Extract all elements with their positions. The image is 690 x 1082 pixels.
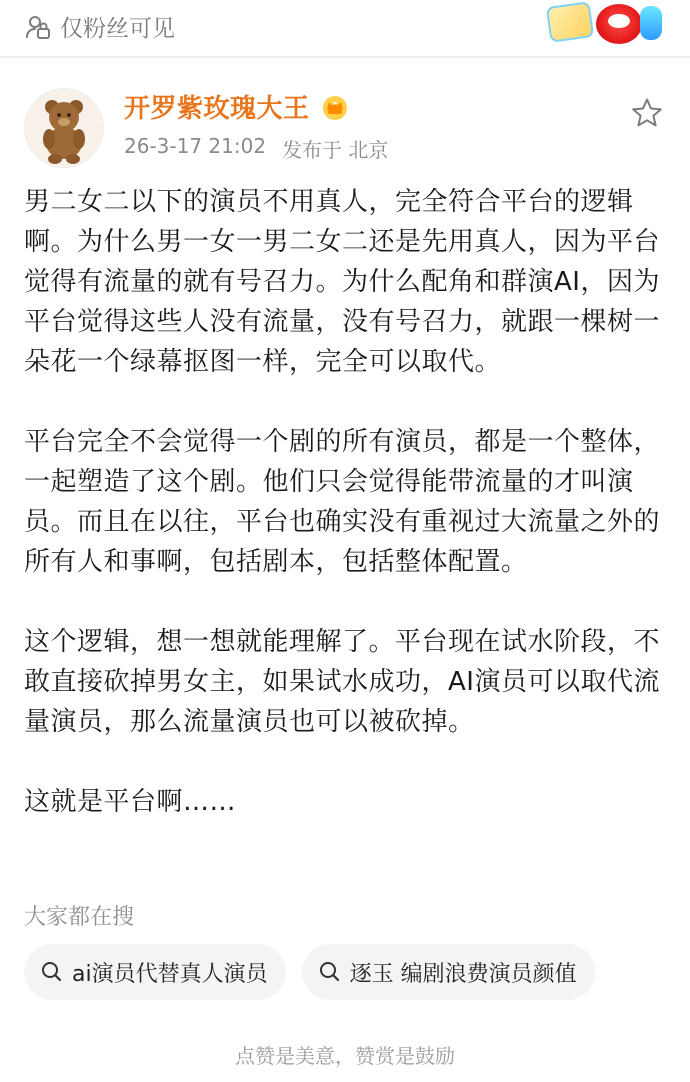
search-chip-label: 逐玉 编剧浪费演员颜值 bbox=[349, 961, 577, 987]
search-icon bbox=[40, 960, 64, 984]
search-chip-label: ai演员代替真人演员 bbox=[72, 961, 268, 987]
post-paragraph: 这就是平台啊…… bbox=[24, 787, 237, 817]
top-bar bbox=[0, 0, 690, 56]
trending-search-title: 大家都在搜 bbox=[24, 905, 135, 930]
avatar[interactable] bbox=[24, 88, 104, 168]
holiday-sticker[interactable] bbox=[544, 0, 666, 54]
post-time: 26-3-17 21:02 bbox=[124, 134, 267, 158]
post-content bbox=[24, 182, 666, 862]
top-divider bbox=[0, 56, 690, 58]
post-location: 发布于 北京 bbox=[282, 138, 389, 162]
holiday-tag-icon bbox=[546, 1, 595, 43]
sparkle-icon bbox=[640, 6, 662, 40]
search-chip[interactable] bbox=[302, 944, 595, 1000]
post-paragraph: 平台完全不会觉得一个剧的所有演员，都是一个整体，一起塑造了这个剧。他们只会觉得能带流量的才叫演员。而且在以往，平台也确实没有重视过大流量之外的所有人和事啊，包括剧本，包括整体配置。 bbox=[24, 427, 661, 577]
lock-person-icon bbox=[24, 13, 52, 41]
crown-badge-icon[interactable] bbox=[320, 92, 350, 122]
mascot-icon bbox=[596, 4, 642, 44]
star-icon[interactable] bbox=[630, 96, 664, 130]
visibility-status bbox=[24, 10, 175, 43]
search-icon bbox=[318, 960, 342, 984]
trending-search-chips bbox=[24, 944, 595, 1000]
post-paragraph: 这个逻辑，想一想就能理解了。平台现在试水阶段，不敢直接砍掉男女主，如果试水成功，AI演员可以取代流量演员，那么流量演员也可以被砍掉。 bbox=[24, 627, 661, 737]
post-meta bbox=[124, 134, 388, 163]
search-chip[interactable] bbox=[24, 944, 286, 1000]
reward-footer-text: 点赞是美意，赞赏是鼓励 bbox=[235, 1044, 455, 1068]
post-paragraph: 男二女二以下的演员不用真人，完全符合平台的逻辑啊。为什么男一女一男二女二还是先用真人，因为平台觉得有流量的就有号召力。为什么配角和群演AI，因为平台觉得这些人没有流量，没有号召力，就跟一棵树一朵花一个绿幕抠图一样，完全可以取代。 bbox=[24, 187, 661, 377]
author-line bbox=[124, 88, 350, 125]
visibility-label: 仅粉丝可见 bbox=[60, 16, 175, 42]
author-name[interactable]: 开罗紫玫瑰大王 bbox=[124, 94, 310, 124]
